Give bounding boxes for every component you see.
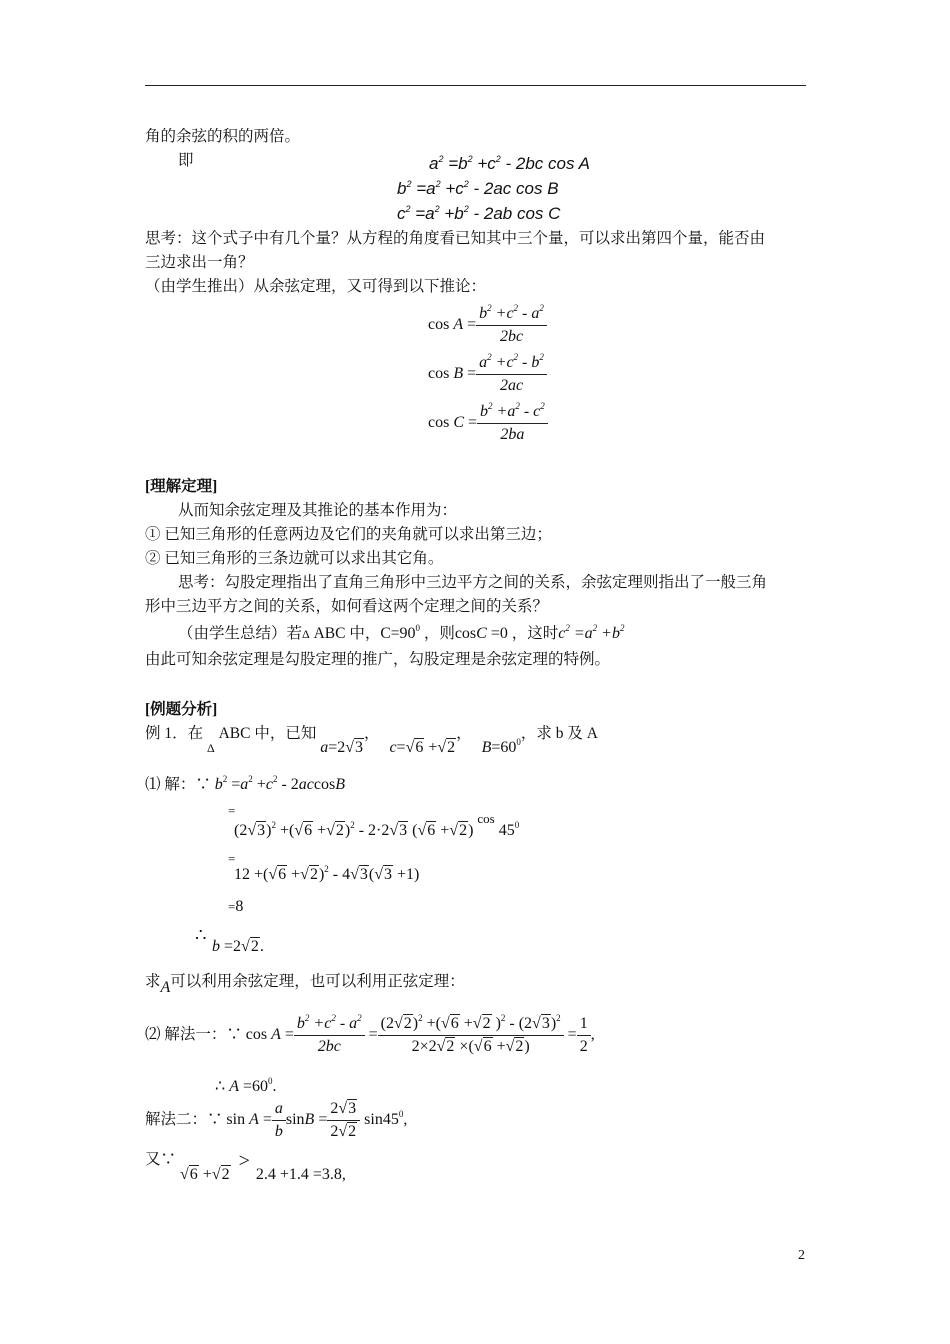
- header-rule: [145, 85, 806, 86]
- step-3: = $12 +(√6 +√2)^2 - 4√3(√3 +1)$: [228, 851, 420, 883]
- solution-2-method-1: ⑵ 解法一：∵ cos A = $\frac{b^2 +c^2 - a^2}{2bc}$ = $\frac{(2√2)^2 +(√6 +√2 )^2 - (2√3)^2}{2\times 2√2 \times(√6 +√2)}$ = $\frac{1}{2}$ ,: [145, 1013, 595, 1055]
- corollary-cosA: cos A = $\frac{b^2 +c^2 - a^2}{2bc}$: [428, 305, 547, 346]
- example-1: 例 1．在 $_\Delta$ ABC 中，已知 a=2√3， c=√6 +√2， $B=60^0$，求 b 及 A: [145, 725, 598, 756]
- text-line: 形中三边平方之间的关系，如何看这两个定理之间的关系？: [145, 598, 549, 615]
- list-item: ② 已知三角形的三条边就可以求出其它角。: [145, 550, 444, 567]
- section-heading: [例题分析]: [145, 701, 218, 718]
- text-line: 三边求出一角？: [145, 254, 254, 271]
- text-line: （由学生推出）从余弦定理，又可得到以下推论：: [145, 278, 487, 295]
- seek-A: 求A可以利用余弦定理，也可以利用正弦定理：: [145, 973, 465, 996]
- text-line: 角的余弦的积的两倍。: [145, 128, 301, 145]
- law-of-cosines-2: $b^2 =a^2 +c^2 - 2ac$ cos B: [397, 179, 559, 198]
- result-A: ∴ $A =60^0$.: [215, 1076, 277, 1095]
- summary-line: （由学生总结）若Δ ABC 中，$C=90^0$ ，则cosC =0 ，这时$c^2 =a^2 +b^2$: [178, 623, 625, 642]
- text-line: 从而知余弦定理及其推论的基本作用为：: [178, 502, 458, 519]
- page-number: 2: [798, 1248, 805, 1263]
- text-line: 即: [178, 152, 194, 169]
- solution-2-method-2: 解法二：∵ sin A = $\frac{a}{b}$ sinB = $\frac{2√3}{2√2}$ $\sin 45^0$,: [145, 1100, 408, 1140]
- corollary-cosB: cos B = $\frac{a^2 +c^2 - b^2}{2ac}$: [428, 354, 547, 395]
- text-line: 思考：勾股定理指出了直角三角形中三边平方之间的关系，余弦定理则指出了一般三角: [178, 574, 768, 591]
- also-line: 又∵: [145, 1151, 177, 1168]
- law-of-cosines-1: $a^2 =b^2 +c^2 - 2bc$ cos A: [429, 154, 590, 173]
- therefore-symbol: ∴: [195, 925, 207, 946]
- law-of-cosines-3: $c^2 =a^2 +b^2 - 2ab$ cos C: [397, 204, 561, 223]
- list-item: ① 已知三角形的任意两边及它们的夹角就可以求出第三边；: [145, 526, 552, 543]
- solution-1: ⑴ 解：∵ $b^2 =a^2 +c^2 - 2accosB$: [145, 774, 345, 793]
- section-heading: [理解定理]: [145, 478, 218, 495]
- step-2: = $(2√3)^2 +(√6 +√2)^2 - 2\cdot 2√3$ (√6 +√2) $^{cos}$ $45^0$: [228, 803, 520, 839]
- step-4: =8: [228, 898, 244, 915]
- text-line: 思考：这个式子中有几个量？从方程的角度看已知其中三个量，可以求出第四个量，能否由: [145, 230, 766, 247]
- result-b: b =2√2.: [212, 938, 264, 955]
- corollary-cosC: cos C = $\frac{b^2 +a^2 - c^2}{2ba}$: [428, 403, 548, 444]
- text-line: 由此可知余弦定理是勾股定理的推广，勾股定理是余弦定理的特例。: [145, 651, 611, 668]
- inequality: √6 +√2 > 2.4 +1.4 =3.8,: [180, 1150, 346, 1183]
